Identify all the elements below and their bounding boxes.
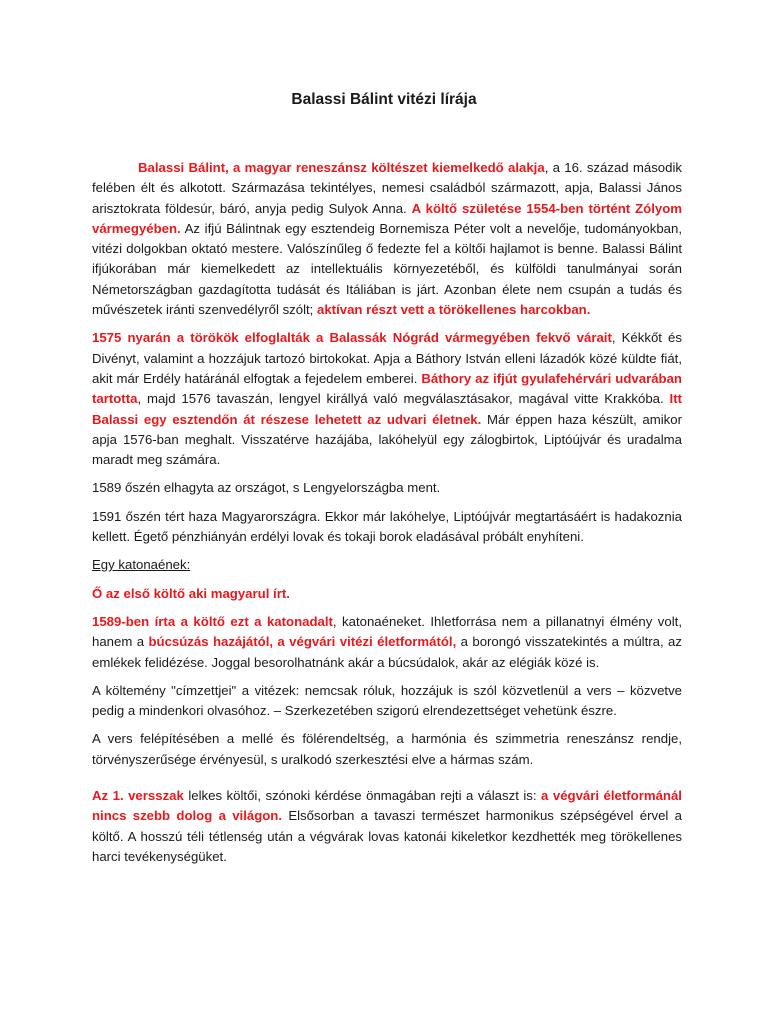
paragraph-3: 1589 őszén elhagyta az országot, s Lengyelországba ment. — [92, 480, 441, 496]
paragraph-1 — [92, 158, 682, 320]
highlighted-text: Itt Balassi egy esztendőn át részese lehetett az udvari életnek. — [92, 391, 682, 427]
section-heading-text: Egy katonaének: — [92, 557, 191, 573]
text-run: a borongó visszatekintés a múltra, az emlékek felidézése. Joggal besorolhatnánk akár a búcsúdalok, akár az elégiák közé is. — [92, 634, 682, 670]
highlighted-text: Balassi Bálint, a magyar reneszánsz költészet kiemelkedő alakja — [138, 160, 545, 175]
highlighted-text: A költő születése 1554-ben történt Zólyom vármegyében. — [92, 200, 683, 236]
paragraph-8: A költemény "címzettjei" a vitézek: nemcsak róluk, hozzájuk is szól közvetlenül a vers – közvetve pedig a mindenkori olvasóhoz. – Szerkezetében szigorú elrendezettséget vehetünk észre. — [92, 682, 682, 719]
paragraph-4: 1591 őszén tért haza Magyarországra. Ekkor már lakóhelye, Liptóújvár megtartásáért is hadakoznia kellett. Égető pénzhiányán erdélyi lovak és tokaji borok eladásával próbált enyhíteni. — [92, 508, 682, 545]
text-run: Az ifjú Bálintnak egy esztendeig Bornemisza Péter volt a nevelője, tudományokban, vitézi dolgokban oktató mestere. Valószínűleg ő fedezte fel a költői hajlamot is benne. Balassi Bálint ifjúkorában már kiemelkedett az intellektuális környezetéből, és külföldi tanulmányai során Németországban gazdagította tudását és Itáliában is járt. Azonban élete nem csupán a tudás és művészetek iránti szenvedélyről szólt; — [92, 220, 682, 318]
paragraph-2 — [92, 328, 682, 470]
highlight-statement-text: Ő az első költő aki magyarul írt. — [92, 585, 290, 601]
text-run: , majd 1576 tavaszán, lengyel királlyá való megválasztásakor, magával vitte Krakkóba. — [137, 391, 670, 407]
highlighted-text: a végvári életformánál nincs szebb dolog a világon. — [92, 788, 682, 824]
highlighted-text: Az 1. versszak — [92, 788, 184, 804]
paragraph-7 — [92, 612, 682, 673]
highlighted-text: 1589-ben írta a költő ezt a katonadalt — [92, 613, 333, 629]
highlighted-text: aktívan részt vett a törökellenes harcokban. — [317, 302, 591, 318]
text-run: , Kékkőt és Divényt, valamint a hozzájuk tartozó birtokokat. Apja a Báthory István elleni lázadók közé küldte fiát, akit már Erdély határánál elfogtak a fejedelem emberei. — [92, 330, 682, 386]
paragraph-10 — [92, 786, 682, 867]
text-run: , a 16. század második felében élt és alkotott. Származása tekintélyes, nemesi családból származott, apja, Balassi János arisztokrata földesúr, báró, anyja pedig Sulyok Anna. — [92, 160, 682, 216]
highlight-statement — [92, 584, 682, 604]
text-run: Már éppen haza készült, amikor apja 1576-ban meghalt. Visszatérve hazájába, lakóhelyül egy zálogbirtok, Liptóújvár és uradalma maradt meg számára. — [92, 411, 682, 468]
highlighted-text: búcsúzás hazájától, a végvári vitézi életformától, — [148, 634, 457, 650]
highlighted-text: 1575 nyarán a törökök elfoglalták a Balassák Nógrád vármegyében fekvő várait — [92, 330, 612, 346]
section-heading — [92, 555, 682, 575]
document-body — [92, 158, 682, 875]
text-run: Elsősorban a tavaszi természet harmonikus szépségével érvel a költő. A hosszú téli tétlenség után a végvárak lovas katonái kikeletkor kezdhették meg törökellenes harci tevékenységüket. — [92, 808, 682, 864]
text-run: , katonaéneket. Ihletforrása nem a pillanatnyi élmény volt, hanem a — [92, 613, 682, 650]
paragraph-9: A vers felépítésében a mellé és fölérendeltség, a harmónia és szimmetria reneszánsz rendje, törvényszerűsége érvényesül, s uralkodó szerkesztési elve a hármas szám. — [92, 731, 682, 767]
text-run: lelkes költői, szónoki kérdése önmagában rejti a választ is: — [183, 788, 542, 804]
highlighted-text: Báthory az ifjút gyulafehérvári udvarában tartotta — [92, 370, 682, 407]
document-title: Balassi Bálint vitézi lírája — [291, 91, 477, 108]
